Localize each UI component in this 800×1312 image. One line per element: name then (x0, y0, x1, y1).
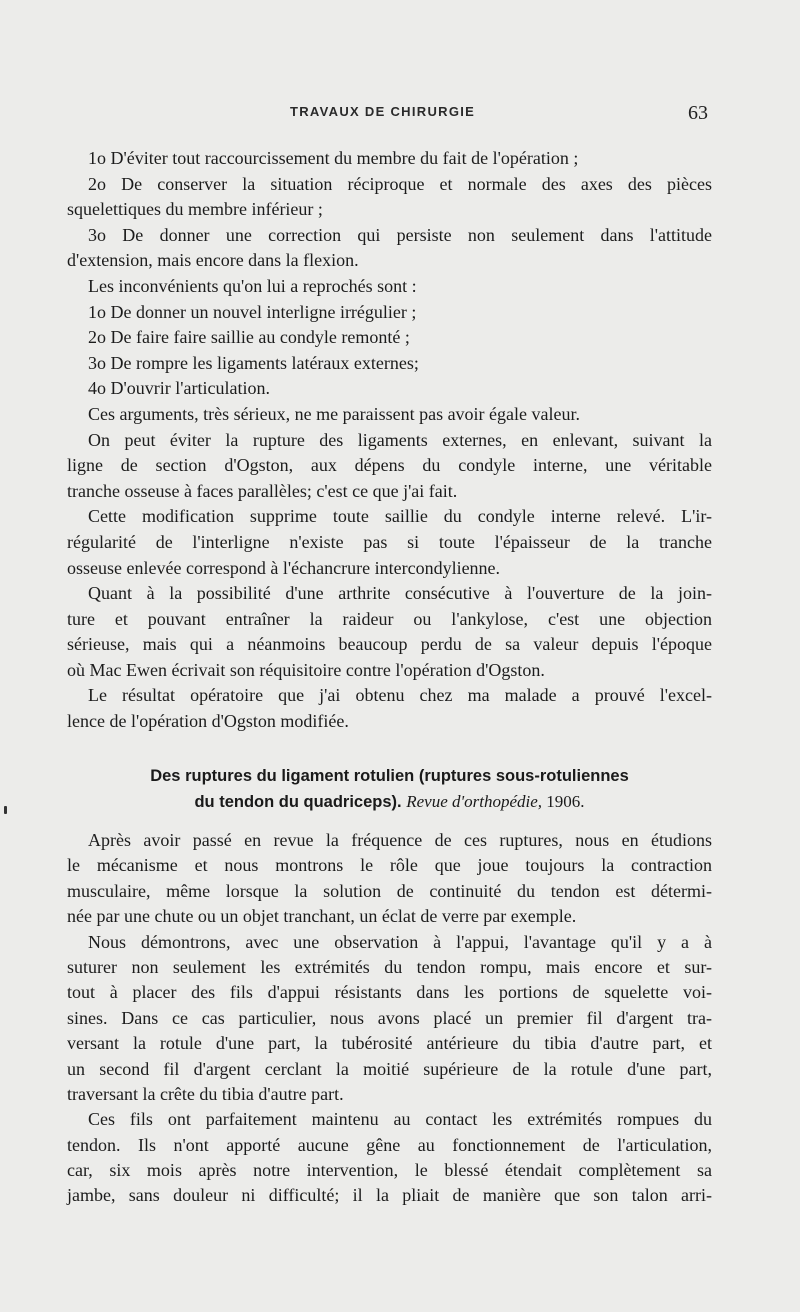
text-line: car, six mois après notre intervention, le blessé étendait complètement sa (67, 1160, 712, 1181)
text-line: tout à placer des fils d'appui résistants dans les portions de squelette voi- (67, 982, 712, 1003)
journal-reference (406, 792, 584, 811)
text-line: 1o De donner un nouvel interligne irrégulier ; (88, 301, 417, 322)
text-line: Ces arguments, très sérieux, ne me paraissent pas avoir égale valeur. (88, 403, 581, 424)
text-line: née par une chute ou un objet tranchant, un éclat de verre par exemple. (67, 906, 577, 927)
text-line: un second fil d'argent cerclant la moitié supérieure de la rotule d'une part, (67, 1058, 712, 1079)
page-number: 63 (688, 102, 708, 124)
heading-line-2-title: du tendon du quadriceps). (194, 793, 402, 811)
body-text-part2 (67, 828, 712, 1209)
text-line: 3o De rompre les ligaments latéraux externes; (88, 352, 419, 373)
text-line: sérieuse, mais qui a néanmoins beaucoup perdu de sa valeur depuis l'époque (67, 634, 712, 655)
journal-year: 1906. (546, 792, 585, 811)
text-line: régularité de l'interligne n'existe pas si toute l'épaisseur de la tranche (67, 531, 712, 552)
text-line: d'extension, mais encore dans la flexion. (67, 250, 359, 271)
text-line: le mécanisme et nous montrons le rôle que joue toujours la contraction (67, 855, 712, 876)
text-line: Nous démontrons, avec une observation à l'appui, l'avantage qu'il y a à (88, 931, 712, 952)
text-line: 4o D'ouvrir l'articulation. (88, 378, 270, 399)
text-line: musculaire, même lorsque la solution de continuité du tendon est détermi- (67, 880, 712, 901)
text-line: Ces fils ont parfaitement maintenu au contact les extrémités rompues du (88, 1109, 712, 1130)
text-line: 3o De donner une correction qui persiste non seulement dans l'attitude (88, 224, 712, 245)
text-line: jambe, sans douleur ni difficulté; il la pliait de manière que son talon arri- (67, 1185, 712, 1206)
text-line: où Mac Ewen écrivait son réquisitoire contre l'opération d'Ogston. (67, 659, 545, 680)
journal-name: Revue d'orthopédie, (406, 792, 543, 811)
text-line: 2o De conserver la situation réciproque et normale des axes des pièces (88, 173, 712, 194)
text-line: tranche osseuse à faces parallèles; c'est ce que j'ai fait. (67, 480, 458, 501)
text-line: versant la rotule d'une part, la tubérosité antérieure du tibia d'autre part, et (67, 1033, 712, 1054)
text-line: 1o D'éviter tout raccourcissement du membre du fait de l'opération ; (88, 148, 579, 168)
text-line: traversant la crête du tibia d'autre part. (67, 1083, 344, 1104)
section-heading (67, 763, 712, 815)
text-line: ture et pouvant entraîner la raideur ou l'ankylose, c'est une objection (67, 608, 712, 629)
text-line: ligne de section d'Ogston, aux dépens du condyle interne, une véritable (67, 455, 712, 476)
body-text-part1 (67, 146, 712, 735)
margin-mark (4, 806, 7, 814)
text-line: sines. Dans ce cas particulier, nous avons placé un premier fil d'argent tra- (67, 1007, 712, 1028)
text-line: Les inconvénients qu'on lui a reprochés sont : (88, 275, 417, 296)
text-line: Quant à la possibilité d'une arthrite consécutive à l'ouverture de la join- (88, 583, 712, 604)
text-line: suturer non seulement les extrémités du tendon rompu, mais encore et sur- (67, 956, 712, 977)
text-line: Cette modification supprime toute saillie du condyle interne relevé. L'ir- (88, 506, 712, 527)
text-line: Le résultat opératoire que j'ai obtenu chez ma malade a prouvé l'excel- (88, 685, 712, 706)
text-line: On peut éviter la rupture des ligaments externes, en enlevant, suivant la (88, 429, 712, 450)
page-header (0, 100, 800, 130)
heading-line-1: Des ruptures du ligament rotulien (ruptures sous-rotuliennes (150, 767, 629, 785)
text-line: Après avoir passé en revue la fréquence de ces ruptures, nous en étudions (88, 830, 712, 850)
text-line: squelettiques du membre inférieur ; (67, 199, 323, 220)
text-line: tendon. Ils n'ont apporté aucune gêne au fonctionnement de l'articulation, (67, 1134, 712, 1155)
text-line: lence de l'opération d'Ogston modifiée. (67, 711, 349, 732)
heading-line-2 (67, 789, 712, 815)
text-line: osseuse enlevée correspond à l'échancrure intercondylienne. (67, 557, 501, 578)
text-line: 2o De faire faire saillie au condyle remonté ; (88, 327, 410, 348)
running-title: TRAVAUX DE CHIRURGIE (290, 104, 476, 119)
